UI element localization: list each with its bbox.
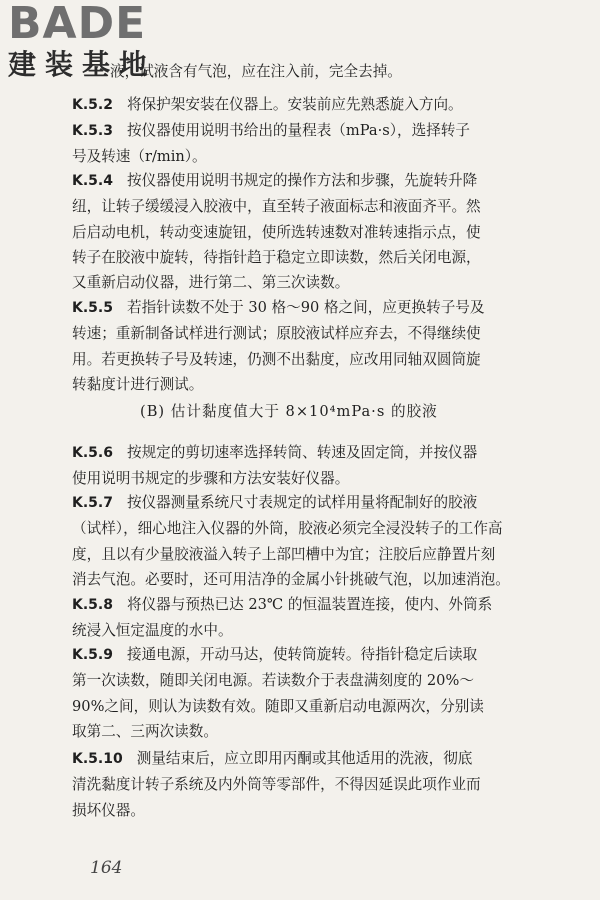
paragraph-line	[72, 746, 564, 772]
paragraph-line: 转黏度计进行测试。	[72, 375, 204, 393]
paragraph-line	[72, 295, 564, 321]
paragraph-k-5-8	[72, 592, 564, 644]
paragraph-line: 90%之间，则认为读数有效。随即又重新启动电源两次，分别读	[72, 697, 484, 715]
clause-number: K.5.2	[72, 97, 113, 113]
clause-number: K.5.9	[72, 647, 113, 663]
clause-text: 按仪器使用说明书给出的量程表（mPa·s），选择转子	[126, 122, 470, 139]
clause-number: K.5.3	[72, 123, 113, 139]
paragraph-k-5-5	[72, 295, 564, 397]
paragraph-line	[72, 592, 564, 618]
paragraph-line: 统浸入恒定温度的水中。	[72, 622, 233, 640]
clause-text: 按仪器测量系统尺寸表规定的试样用量将配制好的胶液	[126, 494, 478, 511]
continuation-line: 液，试液含有气泡，应在注入前，完全去掉。	[110, 63, 402, 80]
paragraph-line: 后启动电机，转动变速旋钮，使所选转速数对准转速指示点，使	[72, 223, 481, 241]
clause-text: 将仪器与预热已达 23℃ 的恒温装置连接，使内、外筒系	[126, 596, 493, 613]
paragraph-line: 消去气泡。必要时，还可用洁净的金属小针挑破气泡，以加速消泡。	[72, 570, 510, 588]
paragraph-k-5-9	[72, 642, 564, 744]
page-number: 164	[90, 858, 123, 878]
paragraph-line: 转子在胶液中旋转，待指针趋于稳定立即读数，然后关闭电源，	[72, 248, 481, 266]
paragraph-line: （试样），细心地注入仪器的外筒，胶液必须完全浸没转子的工作高	[72, 520, 503, 538]
clause-text: 按规定的剪切速率选择转筒、转速及固定筒，并按仪器	[126, 444, 478, 461]
paragraph-line	[72, 642, 564, 668]
paragraph-k-5-7	[72, 490, 564, 592]
paragraph-k-5-3	[72, 118, 564, 170]
paragraph-line: 转速；重新制备试样进行测试；原胶液试样应弃去，不得继续使	[72, 325, 481, 343]
paragraph-line: 号及转速（r/min）。	[72, 148, 207, 166]
paragraph-line	[72, 490, 564, 516]
paragraph-line: 又重新启动仪器，进行第二、第三次读数。	[72, 274, 350, 292]
clause-number: K.5.5	[72, 300, 113, 316]
paragraph-line	[72, 92, 564, 118]
clause-text: 若指针读数不处于 30 格～90 格之间，应更换转子号及	[126, 299, 485, 316]
paragraph-line: 度，且以有少量胶液溢入转子上部凹槽中为宜；注胶后应静置片刻	[72, 545, 496, 563]
logo-chinese-text: 建装基地	[8, 48, 157, 81]
clause-number: K.5.10	[72, 751, 123, 767]
paragraph-k-5-6	[72, 440, 564, 492]
paragraph-line	[72, 168, 564, 194]
paragraph-k-5-2	[72, 92, 564, 118]
logo-latin-text: BADE	[8, 0, 147, 49]
clause-text: 按仪器使用说明书规定的操作方法和步骤，先旋转升降	[126, 172, 478, 189]
clause-number: K.5.4	[72, 173, 113, 189]
paragraph-line	[72, 118, 564, 144]
clause-text: 接通电源，开动马达，使转筒旋转。待指针稳定后读取	[126, 646, 478, 663]
clause-text: 测量结束后，应立即用丙酮或其他适用的洗液，彻底	[136, 750, 473, 767]
paragraph-line: 用。若更换转子号及转速，仍测不出黏度，应改用同轴双圆筒旋	[72, 350, 481, 368]
clause-number: K.5.7	[72, 495, 113, 511]
paragraph-line	[72, 440, 564, 466]
paragraph-line: 使用说明书规定的步骤和方法安装好仪器。	[72, 470, 350, 488]
paragraph-line: 损坏仪器。	[72, 801, 145, 819]
clause-number: K.5.8	[72, 597, 113, 613]
paragraph-line: 第一次读数，随即关闭电源。若读数介于表盘满刻度的 20%～	[72, 672, 474, 690]
paragraph-k-5-4	[72, 168, 564, 295]
paragraph-k-5-10	[72, 746, 564, 823]
clause-number: K.5.6	[72, 445, 113, 461]
clause-text: 将保护架安装在仪器上。安装前应先熟悉旋入方向。	[126, 96, 463, 113]
section-b-heading: (B) 估计黏度值大于 8×10⁴mPa·s 的胶液	[140, 403, 438, 420]
paragraph-line: 取第二、三两次读数。	[72, 722, 218, 740]
paragraph-line: 清洗黏度计转子系统及内外筒等零部件，不得因延误此项作业而	[72, 776, 481, 794]
paragraph-line: 纽，让转子缓缓浸入胶液中，直至转子液面标志和液面齐平。然	[72, 198, 481, 216]
